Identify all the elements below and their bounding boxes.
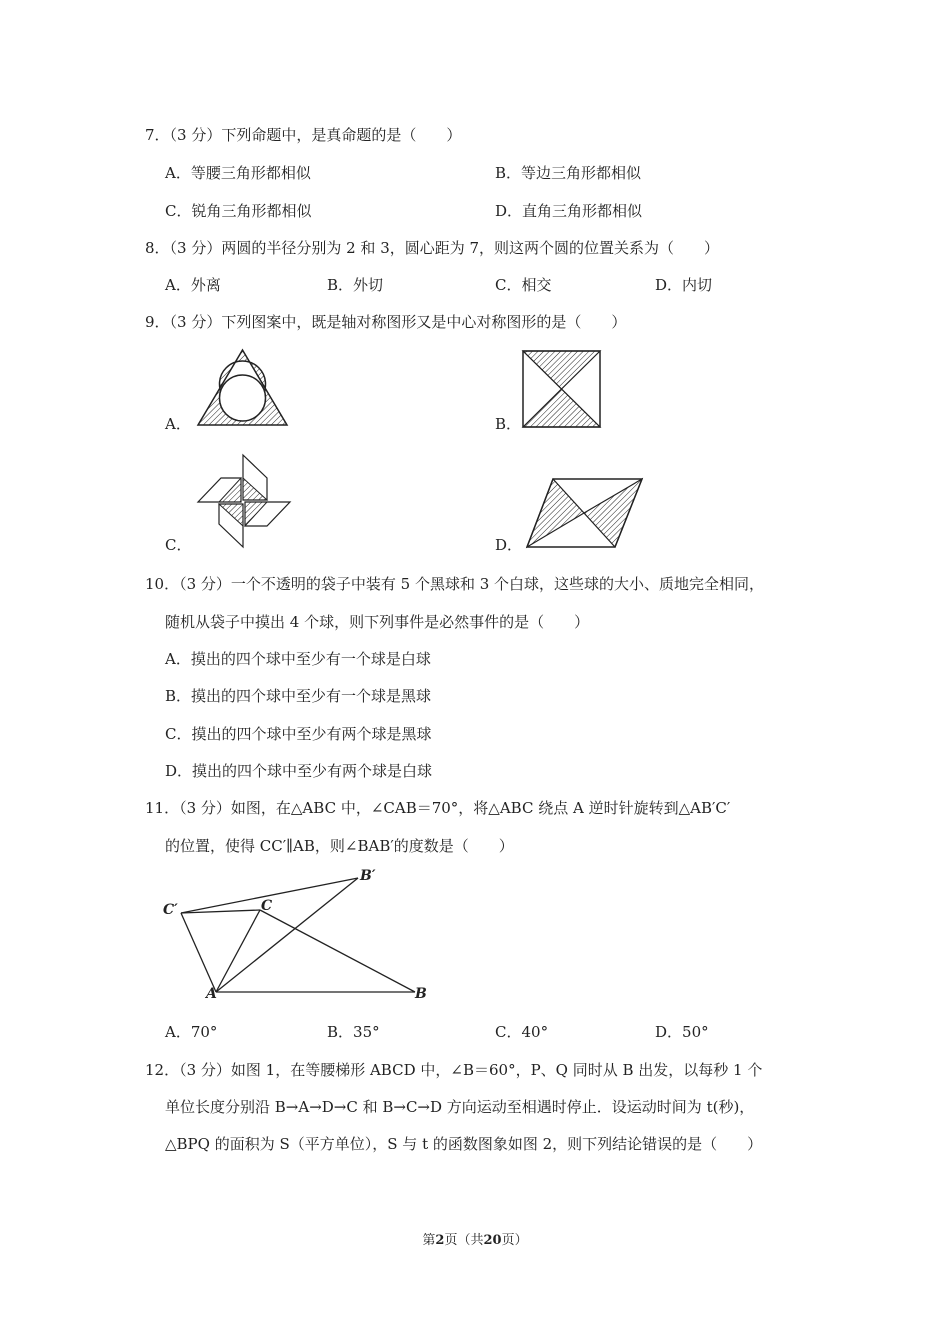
q8-stem: 8．（3 分）两圆的半径分别为 2 和 3，圆心距为 7，则这两个圆的位置关系为（ ）	[145, 239, 720, 257]
q8-option-d: D．内切	[655, 276, 713, 294]
q11-label-c: C	[261, 898, 273, 914]
q11-option-a: A．70°	[165, 1023, 218, 1041]
q8-option-c: C．相交	[495, 276, 552, 294]
q11-option-c: C．40°	[495, 1023, 549, 1041]
q9-option-c: C．	[165, 536, 192, 554]
q8-option-b: B．外切	[327, 276, 384, 294]
q10-stem-line1: 10．（3 分）一个不透明的袋子中装有 5 个黑球和 3 个白球，这些球的大小、质地完全相同，	[145, 575, 765, 593]
q7-stem: 7．（3 分）下列命题中，是真命题的是（ ）	[145, 126, 462, 144]
footer-page-number: 2	[435, 1233, 445, 1248]
q7-option-a: A．等腰三角形都相似	[165, 164, 311, 182]
q12-stem-line2: 单位长度分别沿 B→A→D→C 和 B→C→D 方向运动至相遇时停止．设运动时间为 t(秒)，	[165, 1098, 755, 1116]
q11-option-d: D．50°	[655, 1023, 709, 1041]
footer-mid: 页（共	[444, 1233, 484, 1248]
footer-prefix: 第	[422, 1233, 436, 1248]
q9-option-a: A．	[165, 415, 191, 433]
q11-stem-line2: 的位置，使得 CC′∥AB，则∠BAB′的度数是（ ）	[165, 837, 514, 855]
q9-figure-d	[525, 477, 645, 549]
q10-option-b: B．摸出的四个球中至少有一个球是黑球	[165, 687, 432, 705]
footer-suffix: 页）	[501, 1233, 528, 1248]
q9-option-d: D．	[495, 536, 523, 554]
q11-option-b: B．35°	[327, 1023, 380, 1041]
q10-option-d: D．摸出的四个球中至少有两个球是白球	[165, 762, 433, 780]
page-footer	[0, 1229, 950, 1248]
q7-option-c: C．锐角三角形都相似	[165, 202, 312, 220]
q9-figure-a	[195, 348, 290, 428]
q11-label-c-prime: C′	[163, 902, 178, 918]
q11-stem-line1: 11．（3 分）如图，在△ABC 中，∠CAB＝70°，将△ABC 绕点 A 逆时针旋转到△AB′C′	[145, 799, 731, 817]
q7-option-d: D．直角三角形都相似	[495, 202, 643, 220]
q10-option-a: A．摸出的四个球中至少有一个球是白球	[165, 650, 431, 668]
q11-label-b: B	[415, 986, 427, 1002]
q9-option-b: B．	[495, 415, 522, 433]
q8-option-a: A．外离	[165, 276, 221, 294]
q10-stem-line2: 随机从袋子中摸出 4 个球，则下列事件是必然事件的是（ ）	[165, 613, 590, 631]
q7-option-b: B．等边三角形都相似	[495, 164, 642, 182]
q9-figure-b	[522, 350, 602, 428]
q9-figure-c	[195, 450, 295, 550]
q12-stem-line3: △BPQ 的面积为 S（平方单位），S 与 t 的函数图象如图 2，则下列结论错误的是（ ）	[165, 1135, 763, 1153]
q11-label-a: A	[206, 986, 217, 1002]
q11-label-b-prime: B′	[360, 868, 376, 884]
q11-figure	[160, 866, 440, 1006]
footer-total-pages: 20	[483, 1233, 502, 1248]
q10-option-c: C．摸出的四个球中至少有两个球是黑球	[165, 725, 432, 743]
q12-stem-line1: 12．（3 分）如图 1，在等腰梯形 ABCD 中，∠B＝60°，P、Q 同时从 B 出发，以每秒 1 个	[145, 1061, 763, 1079]
q9-stem: 9．（3 分）下列图案中，既是轴对称图形又是中心对称图形的是（ ）	[145, 313, 627, 331]
